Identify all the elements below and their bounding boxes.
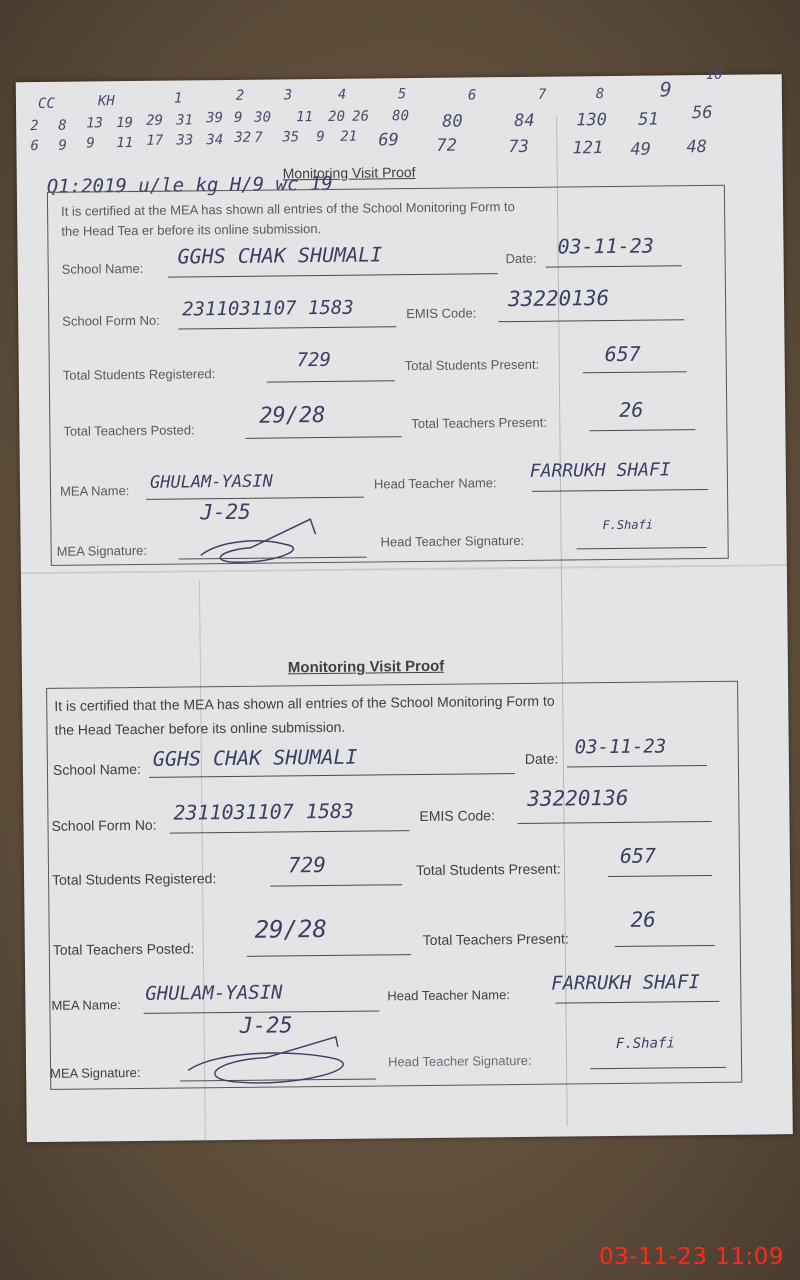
tally-header: 3 [283, 87, 293, 104]
tally-cell: 9 [316, 128, 325, 146]
form-no-label: School Form No: [62, 312, 160, 329]
mea-code: J-25 [200, 499, 251, 525]
tally-cell: 56 [691, 102, 713, 124]
form-title: Monitoring Visit Proof [282, 164, 416, 182]
teachers-present-label: Total Teachers Present: [422, 930, 569, 949]
tally-cell: 9 [86, 135, 95, 152]
students-registered-value: 729 [296, 348, 332, 372]
form-no-value: 2311031107 1583 [173, 798, 355, 825]
head-teacher-signature-value: F.Shafi [602, 517, 654, 533]
tally-cell: 2 [30, 117, 39, 135]
cert-text: It is certified that the MEA has shown all entries of the School Monitoring Form to [54, 692, 555, 714]
school-name-value: GGHS CHAK SHUMALI [152, 744, 358, 771]
form-title: Monitoring Visit Proof [287, 657, 445, 677]
tally-note: Q1:2019 u/le kg H/9 wc 19 [46, 172, 333, 198]
teachers-posted-value: 29/28 [259, 402, 326, 429]
tally-cell: 19 [116, 114, 134, 132]
students-registered-value: 729 [287, 853, 327, 878]
mea-name-value: GHULAM-YASIN [145, 981, 283, 1005]
mea-name-label: MEA Name: [51, 997, 121, 1013]
head-teacher-signature-label: Head Teacher Signature: [387, 1052, 532, 1070]
tally-cell: 48 [686, 136, 708, 158]
students-present-label: Total Students Present: [404, 356, 540, 374]
tally-header: 7 [537, 86, 547, 103]
tally-cell: 29 [146, 112, 164, 129]
tally-header: 6 [467, 87, 477, 104]
tally-cell: 39 [206, 110, 224, 127]
teachers-present-value: 26 [630, 907, 656, 932]
students-registered-label: Total Students Registered: [52, 870, 217, 888]
tally-cell: 73 [508, 136, 530, 158]
head-teacher-signature-label: Head Teacher Signature: [380, 532, 525, 550]
students-present-label: Total Students Present: [415, 860, 561, 879]
date-value: 03-11-23 [557, 233, 654, 259]
tally-cell: 34 [206, 132, 224, 149]
tally-cell: 8 [58, 117, 67, 134]
tally-cell: 69 [378, 130, 399, 151]
tally-cell: 9 [58, 137, 67, 154]
tally-cell: 13 [86, 115, 104, 132]
mea-signature-scrawl [176, 1029, 377, 1091]
mea-signature-label: MEA Signature: [56, 542, 148, 559]
head-teacher-name-value: FARRUKH SHAFI [529, 459, 671, 482]
tally-cell: 9 [234, 109, 243, 126]
teachers-posted-label: Total Teachers Posted: [63, 422, 195, 439]
tally-cell: 35 [282, 129, 300, 146]
tally-cell: 130 [576, 110, 607, 131]
form-no-label: School Form No: [51, 816, 157, 834]
tally-header: 4 [337, 86, 347, 103]
tally-cell: 80 [442, 111, 463, 132]
tally-header: KH [97, 93, 115, 110]
emis-label: EMIS Code: [419, 807, 496, 825]
tally-cell: 49 [630, 139, 652, 160]
teachers-posted-value: 29/28 [254, 915, 328, 944]
mea-code: J-25 [239, 1013, 293, 1039]
paper-sheet [16, 66, 793, 1142]
timestamp-overlay: 03-11-23 11:09 [599, 1244, 784, 1270]
tally-cell: 21 [340, 128, 358, 145]
tally-cell: 6 [30, 137, 39, 155]
tally-cell: 32 [234, 129, 252, 146]
emis-value: 33220136 [527, 785, 629, 811]
mea-signature-label: MEA Signature: [50, 1064, 141, 1081]
tally-cell: 51 [638, 109, 659, 130]
tally-header: CC [37, 95, 55, 112]
tally-cell: 84 [514, 110, 535, 132]
mea-name-label: MEA Name: [59, 483, 130, 499]
tally-cell: 31 [176, 112, 194, 129]
form-no-value: 2311031107 1583 [182, 296, 354, 321]
emis-value: 33220136 [507, 286, 610, 312]
tally-cell: 17 [146, 132, 164, 149]
tally-header: 1 [173, 90, 183, 107]
cert-text: It is certified at the MEA has shown all entries of the School Monitoring Form to [61, 199, 515, 219]
tally-cell: 20 [328, 108, 346, 125]
tally-header: 5 [397, 86, 407, 103]
tally-cell: 7 [254, 129, 263, 146]
tally-header: 8 [595, 86, 605, 103]
head-teacher-name-value: FARRUKH SHAFI [551, 971, 701, 995]
tally-cell: 33 [176, 132, 194, 149]
emis-label: EMIS Code: [406, 305, 477, 322]
tally-header: 10 [705, 66, 723, 83]
tally-header: 9 [659, 77, 673, 102]
school-name-label: School Name: [61, 260, 144, 277]
tally-cell: 30 [254, 109, 272, 126]
head-teacher-name-label: Head Teacher Name: [373, 475, 497, 492]
teachers-present-value: 26 [619, 397, 644, 422]
tally-cell: 26 [352, 108, 370, 125]
date-value: 03-11-23 [574, 735, 667, 759]
tally-cell: 80 [392, 108, 410, 125]
tally-header: 2 [235, 87, 245, 104]
cert-text: the Head Teacher before its online submission. [54, 718, 346, 738]
tally-cell: 121 [572, 138, 604, 159]
teachers-present-label: Total Teachers Present: [411, 414, 548, 432]
school-name-value: GGHS CHAK SHUMALI [177, 242, 383, 269]
head-teacher-name-label: Head Teacher Name: [387, 987, 511, 1004]
teachers-posted-label: Total Teachers Posted: [52, 940, 195, 958]
head-teacher-signature-value: F.Shafi [615, 1035, 675, 1052]
mea-signature-scrawl [190, 509, 361, 571]
date-label: Date: [505, 250, 537, 267]
tally-cell: 72 [436, 135, 458, 156]
cert-text: the Head Tea er before its online submission. [61, 221, 322, 239]
students-registered-label: Total Students Registered: [62, 366, 216, 383]
tally-cell: 11 [116, 134, 134, 152]
students-present-value: 657 [619, 843, 657, 868]
date-label: Date: [524, 750, 559, 767]
students-present-value: 657 [604, 341, 641, 367]
tally-cell: 11 [296, 109, 314, 126]
mea-name-value: GHULAM-YASIN [149, 471, 273, 493]
school-name-label: School Name: [52, 760, 141, 778]
